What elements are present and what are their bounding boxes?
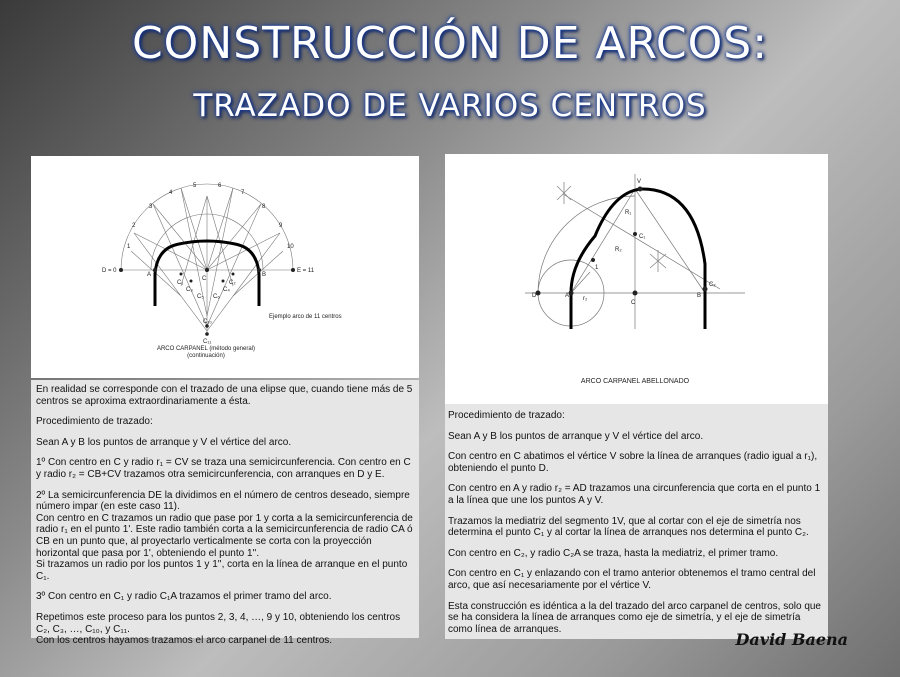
right-figure	[445, 154, 828, 404]
label-d: D	[532, 293, 537, 299]
label-d: D = 0	[102, 268, 117, 274]
center-c10: C₁₀	[203, 319, 212, 325]
num-8: 8	[262, 204, 266, 210]
left-para-intro: En realidad se corresponde con el trazado de una elipse que, cuando tiene más de 5 centros se aproxima extraordinariamente a ésta.	[36, 384, 413, 407]
main-title: CONSTRUCCIÓN DE ARCOS:	[131, 18, 769, 69]
left-para-repeat: Repetimos este proceso para los puntos 2, 3, 4, …, 9 y 10, obteniendo los centros C₂, C₃, …, C₁₀, y C₁₁.	[36, 611, 401, 635]
arco-carpanel-drawing	[31, 156, 419, 378]
right-para-note: Esta construcción es idéntica a la del trazado del arco carpanel de centros, solo que se ha considera la línea de arranques como eje de simetría, y el eje de simetría como línea de arranques.	[448, 600, 821, 635]
label-c: C	[631, 300, 636, 306]
center-c1: C₁	[177, 280, 184, 286]
label-point-1: 1	[595, 265, 599, 271]
center-c3: C₃	[186, 287, 193, 293]
subtitle: TRAZADO DE VARIOS CENTROS	[193, 88, 707, 124]
left-para-step1: 1º Con centro en C y radio r₁ = CV se traza una semicircunferencia. Con centro en C y radio r₂ = CB+CV trazamos otra semicircunferencia, con arranques en D y E.	[36, 457, 411, 480]
center-c6: C₆	[213, 294, 220, 300]
label-c2: C₂	[709, 282, 716, 288]
label-e: E = 11	[297, 268, 315, 274]
arco-abellonado-drawing	[445, 154, 828, 404]
right-para-step5: Con centro en C₁ y enlazando con el tramo anterior obtenemos el tramo central del arco, que así necesariamente por el vértice V.	[448, 568, 816, 591]
num-4: 4	[169, 190, 173, 196]
left-para-final: Con los centros hayamos trazamos el arco carpanel de 11 centros.	[36, 635, 333, 647]
label-r1: R₁	[625, 210, 632, 216]
label-c: C	[202, 276, 207, 282]
figure-caption: ARCO CARPANEL ABELLONADO	[580, 378, 690, 385]
figure-caption-line1: ARCO CARPANEL (método general)	[156, 346, 256, 352]
left-para-step2c: Si trazamos un radio por los puntos 1 y 1'', corta en la línea de arranque en el punto C₁.	[36, 559, 408, 582]
num-6: 6	[218, 183, 222, 189]
num-2: 2	[132, 223, 136, 229]
label-a: A	[565, 293, 570, 299]
example-caption: Ejemplo arco de 11 centros	[269, 314, 342, 320]
num-7: 7	[241, 190, 245, 196]
right-para-step2: Con centro en A y radio r₂ = AD trazamos una circunferencia que corta en el punto 1 a la línea que une los puntos A y V.	[448, 483, 821, 506]
left-para-procedure: Procedimiento de trazado:	[36, 416, 153, 428]
label-b: B	[697, 293, 702, 299]
label-r2: R₂	[615, 247, 622, 253]
right-para-step4: Con centro en C₂, y radio C₂A se traza, hasta la mediatriz, el primer tramo.	[448, 547, 779, 559]
center-c4: C₄	[223, 287, 230, 293]
left-para-step2a: 2º La semicircunferencia DE la dividimos en el número de centros deseado, siempre número impar (en este caso 11).	[36, 489, 410, 513]
num-10: 10	[287, 244, 294, 250]
label-a: A	[147, 272, 152, 278]
left-para-points: Sean A y B los puntos de arranque y V el vértice del arco.	[36, 436, 292, 448]
label-small-r2: r₂	[583, 296, 588, 302]
figure-caption-line2: (continuación)	[187, 353, 225, 359]
label-b: B	[262, 272, 267, 278]
right-para-procedure: Procedimiento de trazado:	[448, 410, 565, 421]
num-5: 5	[193, 183, 197, 189]
label-v: V	[637, 179, 642, 185]
left-text-panel	[31, 380, 419, 647]
left-figure	[31, 156, 419, 378]
num-1: 1	[127, 244, 131, 250]
center-c11: C₁₁	[203, 339, 212, 345]
right-para-step3: Trazamos la mediatriz del segmento 1V, que al cortar con el eje de simetría nos determina el punto C₁ y al cortar la línea de arranques nos determina el punto C₂.	[448, 515, 809, 539]
center-c5: C₅	[197, 294, 204, 300]
left-para-step3: 3º Con centro en C₁ y radio C₁A trazamos el primer tramo del arco.	[36, 591, 332, 603]
center-c2: C₂	[229, 280, 236, 286]
author-signature: David Baena	[735, 630, 848, 649]
right-para-step1: Con centro en C abatimos el vértice V sobre la línea de arranques (radio igual a r₁), obteniendo el punto D.	[448, 451, 818, 474]
num-3: 3	[149, 204, 153, 210]
left-para-step2b: Con centro en C trazamos un radio que pase por 1 y corta a la semicircunferencia de radio r₁ en el punto 1'. Este radio también corta a la semicircunferencia de radio CA ó CB en un punto que, al proyectarlo verticalmente se corta con la proyección horizontal que pasa por 1', obteniendo el punto 1''.	[36, 512, 413, 559]
right-para-points: Sean A y B los puntos de arranque y V el vértice del arco.	[448, 430, 704, 442]
label-c1: C₁	[639, 234, 646, 240]
right-text-panel	[445, 404, 828, 639]
num-9: 9	[279, 223, 283, 229]
